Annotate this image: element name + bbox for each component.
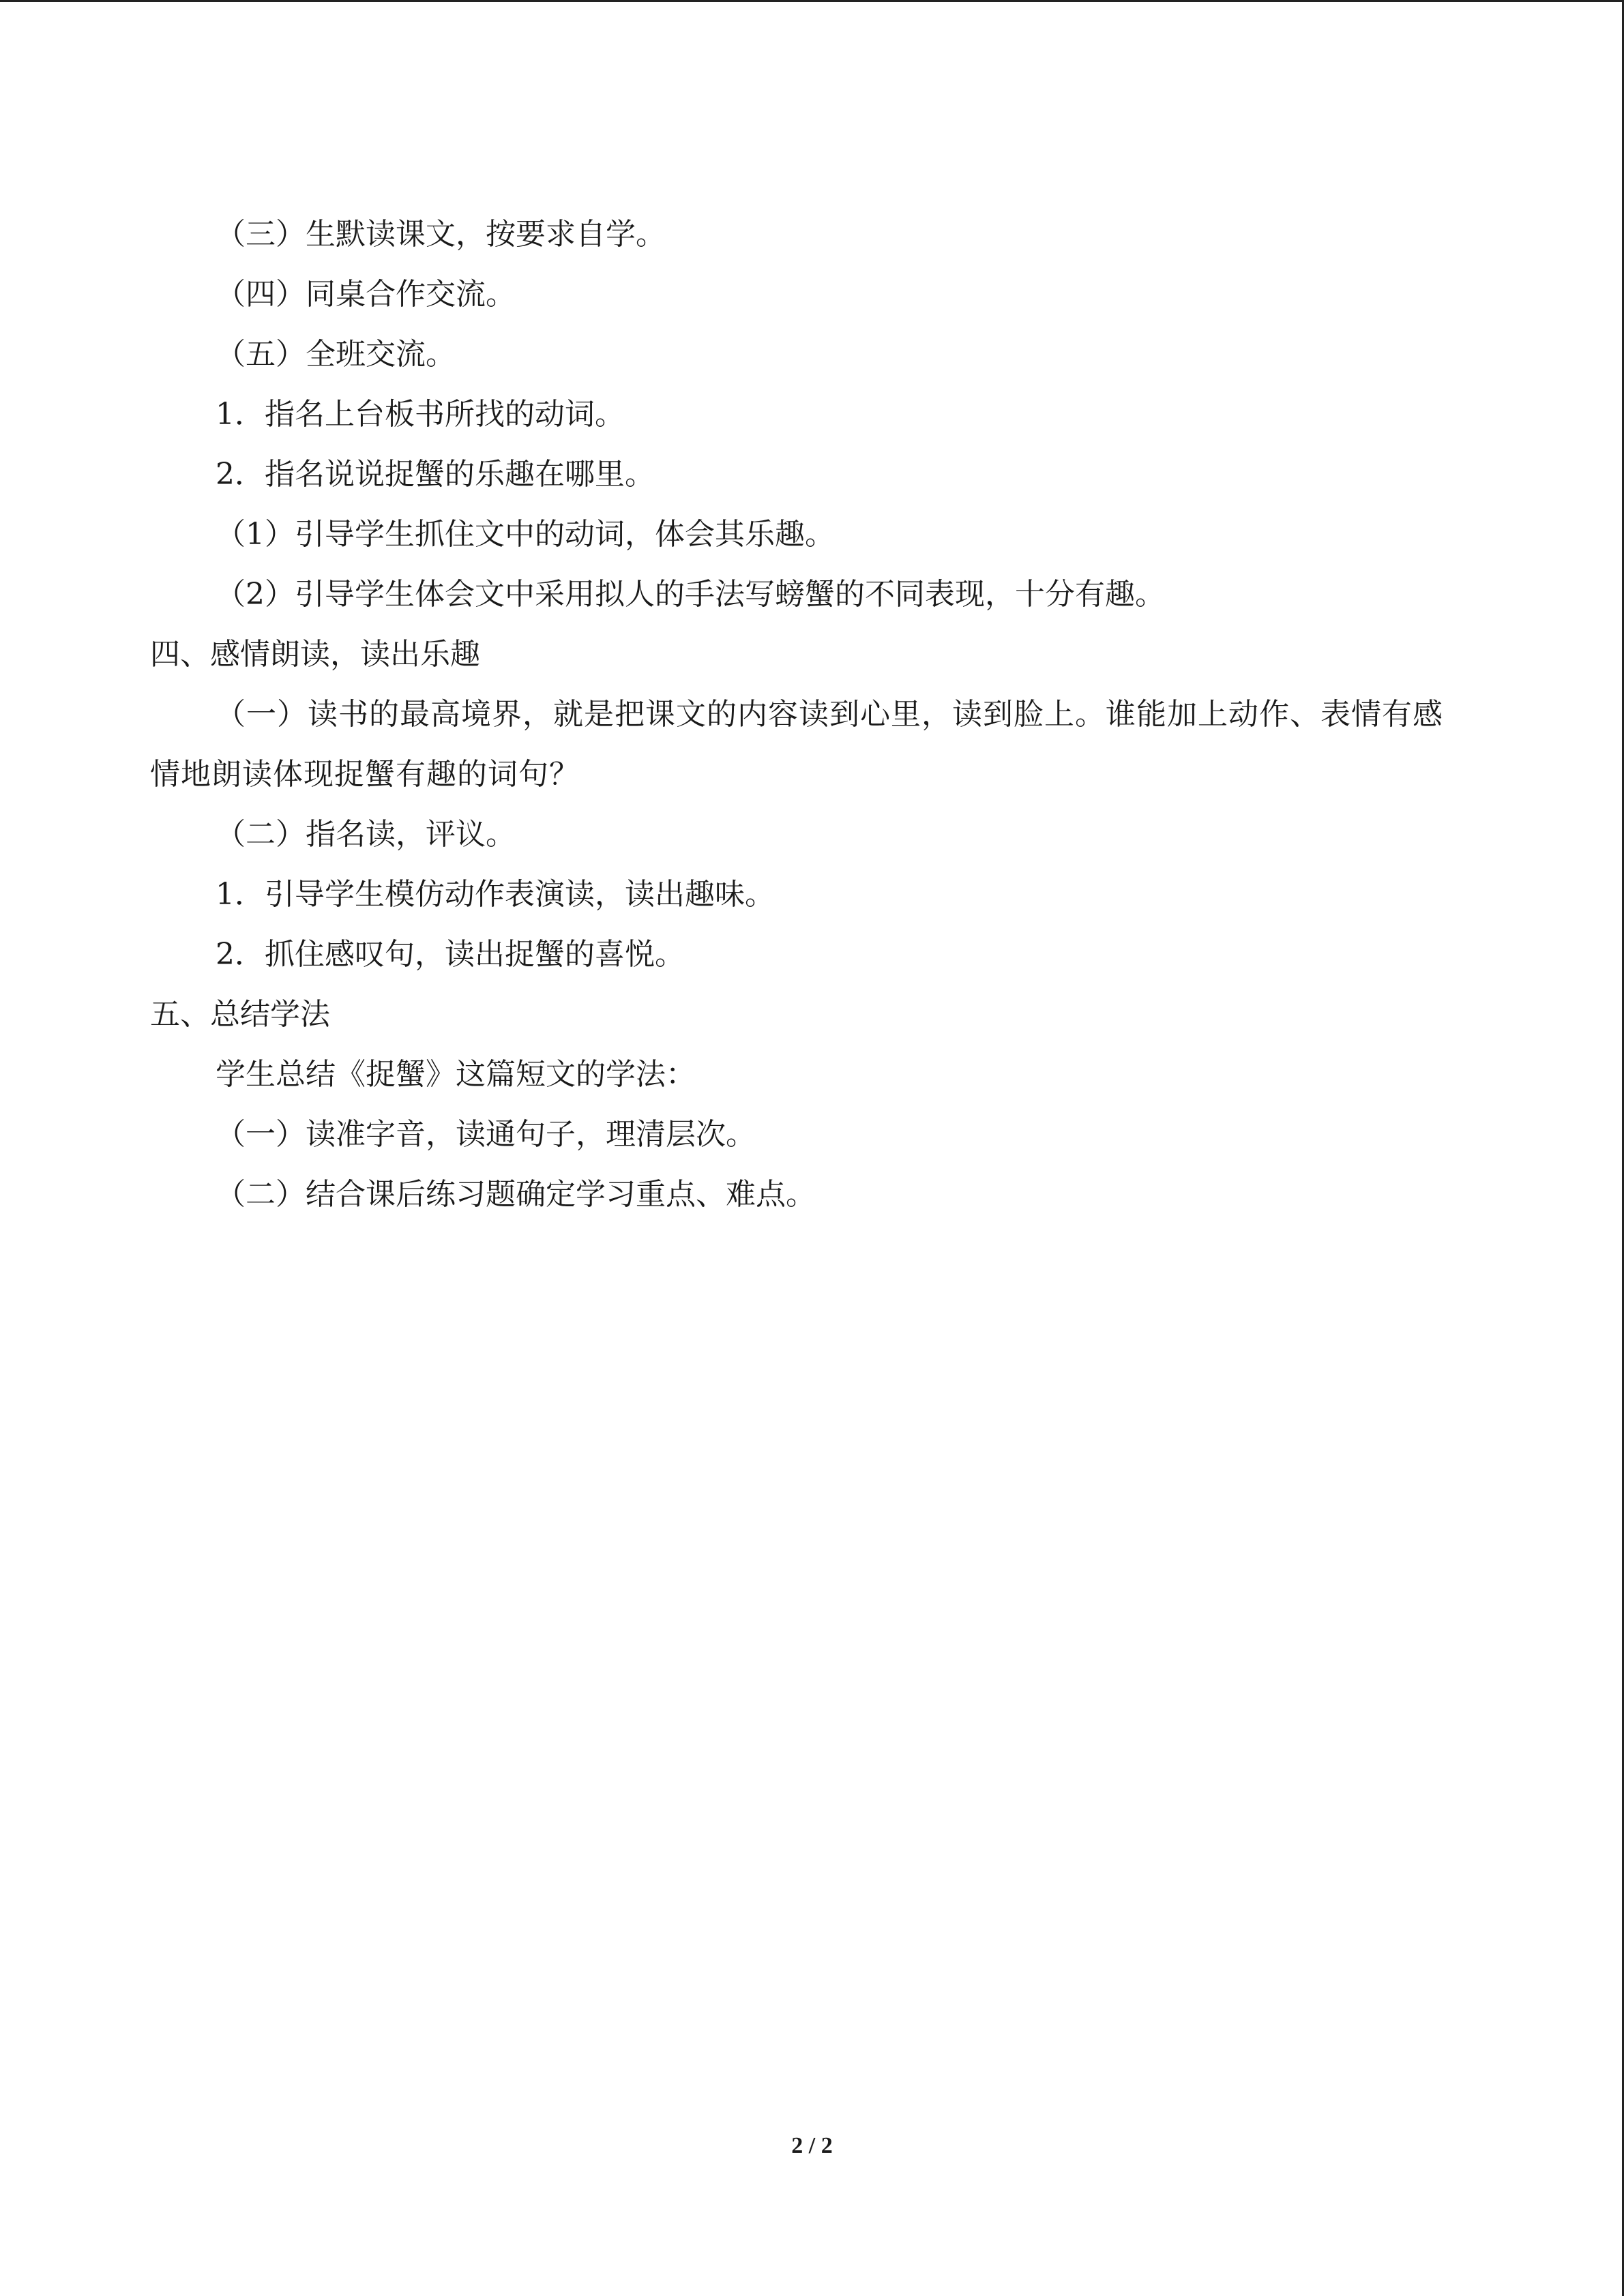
text-line: 2．抓住感叹句，读出捉蟹的喜悦。 — [216, 937, 685, 972]
text-line: 1．引导学生模仿动作表演读，读出趣味。 — [216, 877, 775, 912]
text-line: （三）生默读课文，按要求自学。 — [216, 217, 666, 252]
page-number: 2 / 2 — [791, 2133, 833, 2158]
text-line: （1）引导学生抓住文中的动词，体会其乐趣。 — [216, 517, 835, 552]
text-line: （四）同桌合作交流。 — [216, 277, 516, 312]
text-line: （二）结合课后练习题确定学习重点、难点。 — [216, 1177, 816, 1212]
text-line: 1．指名上台板书所找的动词。 — [216, 397, 625, 432]
paragraph: （一）读书的最高境界，就是把课文的内容读到心里，读到脸上。谁能加上动作、表情有感情地朗读体现捉蟹有趣的词句？ — [150, 697, 1443, 792]
text-line: （二）指名读，评议。 — [216, 817, 516, 852]
text-line: 学生总结《捉蟹》这篇短文的学法： — [216, 1057, 696, 1092]
top-border-rule — [0, 0, 1624, 2]
text-line: （五）全班交流。 — [216, 337, 456, 372]
text-line: 2．指名说说捉蟹的乐趣在哪里。 — [216, 457, 655, 492]
text-line: （2）引导学生体会文中采用拟人的手法写螃蟹的不同表现，十分有趣。 — [216, 577, 1165, 612]
document-body — [150, 205, 1460, 1225]
section-heading: 四、感情朗读，读出乐趣 — [150, 637, 480, 672]
section-heading: 五、总结学法 — [150, 997, 330, 1032]
text-line: （一）读准字音，读通句子，理清层次。 — [216, 1117, 756, 1152]
